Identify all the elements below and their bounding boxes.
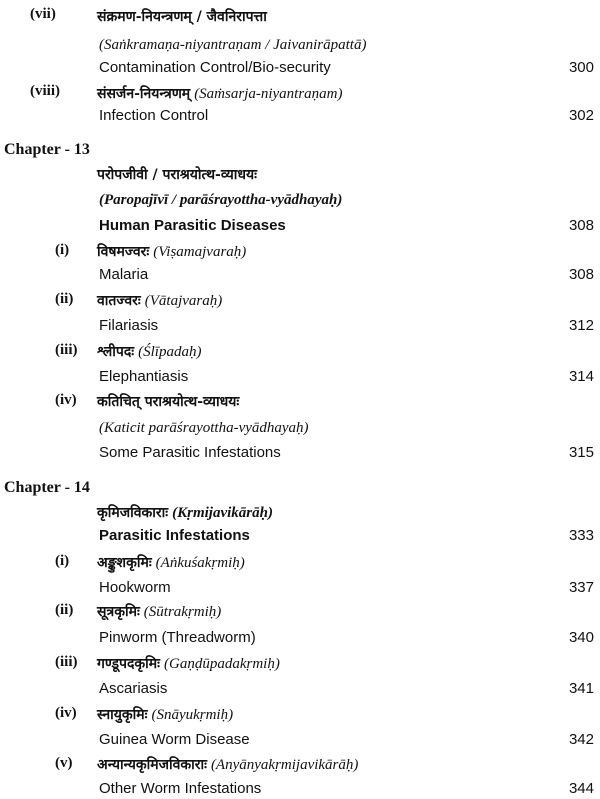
item-num: (i) (55, 242, 70, 258)
item-en: Other Worm Infestations (99, 780, 262, 797)
item-en: Malaria (99, 266, 149, 283)
item-line (97, 291, 222, 310)
entry-num-viii: (viii) (30, 83, 60, 99)
chapter-13-skt-title: परोपजीवी / पराश्रयोत्थ-व्याधयः (97, 167, 257, 183)
page-number: 312 (568, 317, 594, 334)
item-trans: (Aṅkuśakṛmiḥ) (155, 555, 245, 571)
chapter-14-title-line (97, 503, 273, 522)
entry-skt-viii: संसर्जन-नियन्त्रणम् (97, 86, 191, 102)
page-number: 344 (568, 780, 594, 797)
item-skt: स्नायुकृमिः (97, 707, 148, 723)
page-number: 308 (568, 217, 594, 234)
chapter-14-en-title: Parasitic Infestations (99, 527, 250, 544)
item-trans: (Vātajvaraḥ) (144, 293, 223, 309)
item-num: (iv) (55, 392, 77, 408)
item-trans: (Gaṇḍūpadakṛmiḥ) (164, 656, 280, 672)
entry-trans-vii: (Saṅkramaṇa-niyantraṇam / Jaivanirāpattā) (99, 37, 367, 53)
item-trans: (Anyānyakṛmijavikārāḥ) (210, 757, 359, 773)
item-trans: (Snāyukṛmiḥ) (151, 707, 234, 723)
item-line (97, 654, 280, 673)
item-skt: अङ्कुशकृमिः (97, 555, 152, 571)
item-en: Some Parasitic Infestations (99, 444, 281, 461)
item-en: Elephantiasis (99, 368, 189, 385)
page-number: 302 (568, 107, 594, 124)
item-num: (iii) (55, 654, 78, 670)
item-skt: गण्डूपदकृमिः (97, 656, 160, 672)
page-number: 315 (568, 444, 594, 461)
item-line (97, 242, 246, 261)
page-number: 314 (568, 368, 594, 385)
entry-num-vii: (vii) (30, 6, 56, 22)
chapter-13-en-title: Human Parasitic Diseases (99, 217, 286, 234)
item-num: (v) (55, 755, 73, 771)
item-en: Guinea Worm Disease (99, 731, 250, 748)
chapter-13-heading: Chapter - 13 (4, 141, 90, 158)
item-trans: (Sūtrakṛmiḥ) (143, 604, 222, 620)
item-line (97, 553, 245, 572)
chapter-14-heading: Chapter - 14 (4, 479, 90, 496)
item-num: (i) (55, 553, 70, 569)
item-num: (ii) (55, 291, 74, 307)
item-trans: (Katicit parāśrayottha-vyādhayaḥ) (99, 420, 309, 436)
page-number: 340 (568, 629, 594, 646)
item-trans: (Ślīpadaḥ) (138, 344, 202, 360)
page-number: 308 (568, 266, 594, 283)
item-skt: वातज्वरः (97, 293, 141, 309)
item-skt: सूत्रकृमिः (97, 604, 140, 620)
entry-en-vii: Contamination Control/Bio-security (99, 59, 331, 76)
chapter-14-trans-title: (Kṛmijavikārāḥ) (172, 505, 273, 521)
page-number: 341 (568, 680, 594, 697)
item-num: (iv) (55, 705, 77, 721)
item-line (97, 342, 201, 361)
item-line (97, 755, 358, 774)
item-line (97, 705, 233, 724)
page-number: 300 (568, 59, 594, 76)
chapter-14-skt-title: कृमिजविकाराः (97, 505, 169, 521)
item-en: Hookworm (99, 579, 171, 596)
entry-skt-vii: संक्रमण-नियन्त्रणम् / जैवनिरापत्ता (97, 9, 267, 25)
item-num: (ii) (55, 602, 74, 618)
item-num: (iii) (55, 342, 78, 358)
item-en: Ascariasis (99, 680, 168, 697)
page-number: 333 (568, 527, 594, 544)
item-line (97, 602, 221, 621)
item-en: Pinworm (Threadworm) (99, 629, 256, 646)
item-skt: श्लीपदः (97, 344, 135, 360)
item-trans: (Viṣamajvaraḥ) (153, 244, 247, 260)
entry-line-viii (97, 84, 343, 103)
page-number: 337 (568, 579, 594, 596)
item-skt: अन्यान्यकृमिजविकाराः (97, 757, 207, 773)
item-en: Filariasis (99, 317, 159, 334)
entry-trans-viii: (Saṁsarja-niyantraṇam) (194, 86, 343, 102)
page-number: 342 (568, 731, 594, 748)
chapter-13-trans-title: (Paropajīvī / parāśrayottha-vyādhayaḥ) (99, 192, 343, 208)
entry-en-viii: Infection Control (99, 107, 209, 124)
item-skt: कतिचित् पराश्रयोत्थ-व्याधयः (97, 394, 240, 410)
item-skt: विषमज्वरः (97, 244, 150, 260)
